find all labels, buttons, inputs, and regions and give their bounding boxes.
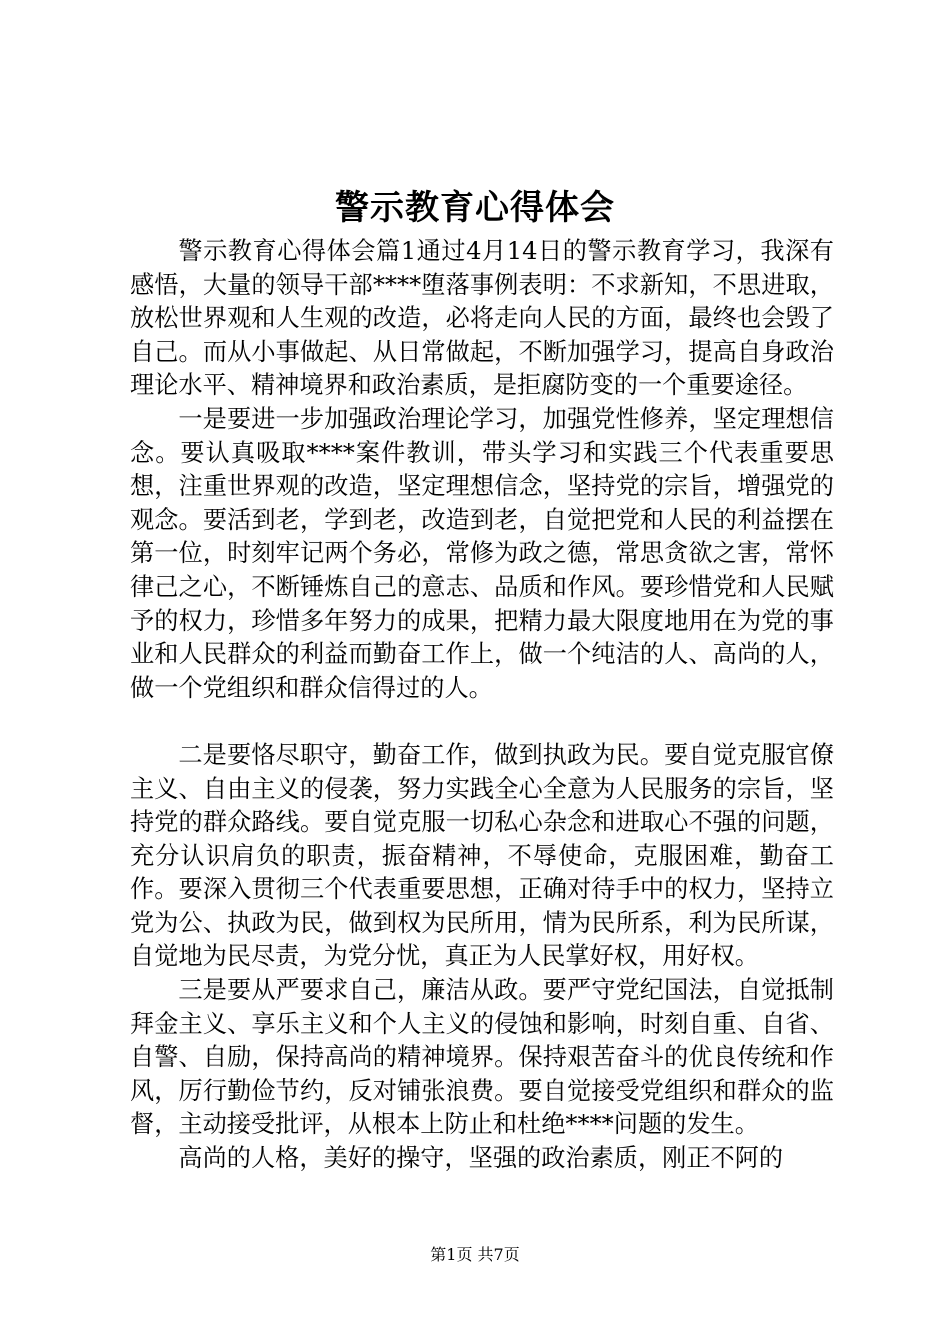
paragraph-point-one: 一是要进一步加强政治理论学习，加强党性修养，坚定理想信念。要认真吸取****案件教训，带头学习和实践三个代表重要思想，注重世界观的改造，坚定理想信念，坚持党的宗旨，增强党的观念。要活到老，学到老，改造到老，自觉把党和人民的利益摆在第一位，时刻牢记两个务必，常修为政之德，常思贪欲之害，常怀律己之心，不断锤炼自己的意志、品质和作风。要珍惜党和人民赋予的权力，珍惜多年努力的成果，把精力最大限度地用在为党的事业和人民群众的利益而勤奋工作上，做一个纯洁的人、高尚的人，做一个党组织和群众信得过的人。 [130, 404, 834, 702]
paragraph-point-three: 三是要从严要求自己，廉洁从政。要严守党纪国法，自觉抵制拜金主义、享乐主义和个人主义的侵蚀和影响，时刻自重、自省、自警、自励，保持高尚的精神境界。保持艰苦奋斗的优良传统和作风，厉行勤俭节约，反对铺张浪费。要自觉接受党组织和群众的监督，主动接受批评，从根本上防止和杜绝****问题的发生。 [130, 976, 834, 1139]
document-body [130, 235, 834, 1176]
document-title: 警示教育心得体会 [335, 188, 615, 228]
paragraph-closing: 高尚的人格，美好的操守，坚强的政治素质，刚正不阿的 [178, 1144, 784, 1173]
paragraph-intro: 警示教育心得体会篇1通过4月14日的警示教育学习，我深有感悟，大量的领导干部****堕落事例表明：不求新知，不思进取，放松世界观和人生观的改造，必将走向人民的方面，最终也会毁了自己。而从小事做起、从日常做起，不断加强学习，提高自身政治理论水平、精神境界和政治素质，是拒腐防变的一个重要途径。 [130, 237, 834, 400]
page-footer: 第1页 共7页 [430, 1245, 520, 1264]
paragraph-point-two: 二是要恪尽职守，勤奋工作，做到执政为民。要自觉克服官僚主义、自由主义的侵袭，努力实践全心全意为人民服务的宗旨，坚持党的群众路线。要自觉克服一切私心杂念和进取心不强的问题，充分认识肩负的职责，振奋精神，不辱使命，克服困难，勤奋工作。要深入贯彻三个代表重要思想，正确对待手中的权力，坚持立党为公、执政为民，做到权为民所用，情为民所系，利为民所谋，自觉地为民尽责，为党分忧，真正为人民掌好权，用好权。 [130, 740, 834, 971]
